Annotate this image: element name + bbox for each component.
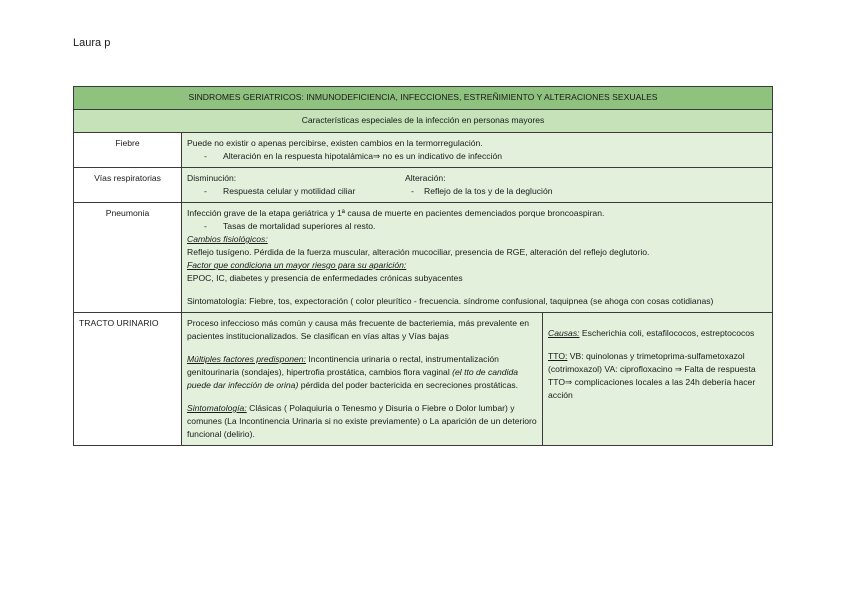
- factores-italic: (el tto de candida puede dar infección de orina): [187, 367, 519, 390]
- row-label-urinario: TRACTO URINARIO: [74, 313, 182, 446]
- geriatric-syndromes-table: [73, 86, 773, 446]
- factor-heading: Factor que condiciona un mayor riesgo para su aparición:: [187, 260, 407, 270]
- tto-paragraph: [548, 350, 767, 402]
- bullet-dash: -: [204, 151, 207, 161]
- pneumonia-bullet: [187, 220, 767, 233]
- fiebre-content: [182, 133, 773, 168]
- bullet-dash: -: [204, 221, 207, 231]
- causas-text: Escherichia coli, estafilococos, estreptococos: [579, 328, 755, 338]
- disminucion-item-text: Respuesta celular y motilidad ciliar: [223, 186, 356, 196]
- cambios-heading: Cambios fisiológicos:: [187, 234, 268, 244]
- table-title: SINDROMES GERIATRICOS: INMUNODEFICIENCIA, INFECCIONES, ESTREÑIMIENTO Y ALTERACIONES SEXUALES: [74, 87, 773, 110]
- causas-paragraph: [548, 327, 767, 340]
- sintomatologia-heading: Sintomatología:: [187, 403, 247, 413]
- table-subtitle-row: [74, 110, 773, 133]
- table-row-pneumonia: [74, 203, 773, 313]
- row-label-pneumonia: Pneumonia: [74, 203, 182, 313]
- urinario-intro: Proceso infeccioso más común y causa más frecuente de bacteriemia, más prevalente en pacientes institucionalizados. Se clasifican en vías altas y Vías bajas: [187, 318, 530, 341]
- factores-text-end: pérdida del poder bactericida en secreciones prostáticas.: [298, 380, 519, 390]
- table-title-row: [74, 87, 773, 110]
- table-row-urinario: [74, 313, 773, 446]
- sintomatologia-paragraph: [187, 402, 537, 441]
- factores-paragraph: [187, 353, 537, 392]
- fiebre-bullet-text: Alteración en la respuesta hipotalámica⇒ no es un indicativo de infección: [223, 151, 503, 161]
- tto-heading: TTO:: [548, 351, 568, 361]
- tto-text: VB: quinolonas y trimetoprima-sulfametoxazol (cotrimoxazol) VA: ciprofloxacino ⇒ Falta de respuesta TTO⇒ complicaciones locales a las 24h debería hacer acción: [548, 351, 756, 400]
- row-label-respiratorias: Vías respiratorias: [74, 168, 182, 203]
- table-subtitle: Características especiales de la infección en personas mayores: [74, 110, 773, 133]
- sintomatologia-text: Clásicas ( Polaquiuria o Tenesmo y Disuria o Fiebre o Dolor lumbar) y comunes (La Incontinencia Urinaria si no existe previamente) o La aparición de un deterioro funcional (delirio).: [187, 403, 537, 439]
- author-name: Laura p: [73, 37, 111, 49]
- factor-text: EPOC, IC, diabetes y presencia de enfermedades crónicas subyacentes: [187, 273, 463, 283]
- causas-heading: Causas:: [548, 328, 580, 338]
- alteracion-item: [405, 186, 553, 196]
- row-label-fiebre: Fiebre: [74, 133, 182, 168]
- table-row-fiebre: [74, 133, 773, 168]
- disminucion-heading: Disminución:: [187, 173, 237, 183]
- pneumonia-intro: Infección grave de la etapa geriátrica y 1ª causa de muerte en pacientes demenciados porque broncoaspiran.: [187, 208, 605, 218]
- pneumonia-bullet-text: Tasas de mortalidad superiores al resto.: [223, 221, 376, 231]
- factores-text: Incontinencia urinaria o rectal, instrumentalización genitourinaria (sondajes), hipertrofia prostática, cambios flora vaginal: [187, 354, 499, 377]
- alteracion-item-text: Reflejo de la tos y de la deglución: [424, 186, 553, 196]
- fiebre-line: Puede no existir o apenas percibirse, existen cambios en la termorregulación.: [187, 138, 483, 148]
- urinario-side-content: [543, 313, 773, 446]
- cambios-text: Reflejo tusígeno. Pérdida de la fuerza muscular, alteración mucociliar, presencia de RGE, alteración del reflejo deglutorio.: [187, 247, 650, 257]
- alteracion-heading: Alteración:: [405, 173, 446, 183]
- urinario-content: [182, 313, 543, 446]
- respiratorias-content: [182, 168, 773, 203]
- disminucion-item: [187, 185, 405, 198]
- table-row-respiratorias: [74, 168, 773, 203]
- bullet-dash: -: [411, 186, 414, 196]
- fiebre-bullet: [187, 150, 767, 163]
- bullet-dash: -: [204, 186, 207, 196]
- factores-heading: Múltiples factores predisponen:: [187, 354, 306, 364]
- pneumonia-content: [182, 203, 773, 313]
- pneumonia-sintomas: Sintomatología: Fiebre, tos, expectoración ( color pleurítico - frecuencia. síndrome confusional, taquipnea (se ahoga con cosas cotidianas): [187, 296, 714, 306]
